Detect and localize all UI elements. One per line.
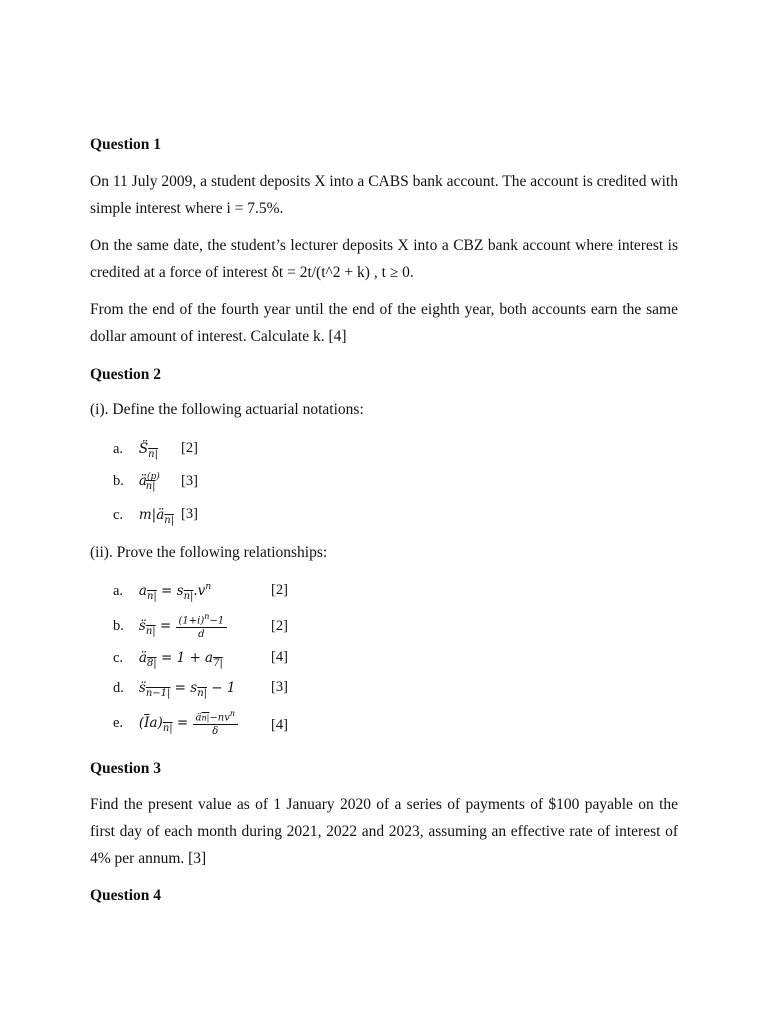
- formula: $ä_{8|} = 1 + a_{7|}$: [138, 650, 223, 669]
- item-label: b.: [113, 473, 124, 489]
- marks: [4]: [271, 649, 288, 665]
- proof-item-a: [113, 582, 211, 606]
- proof-item-c: [113, 649, 223, 673]
- marks: [3]: [271, 679, 288, 695]
- item-label: b.: [113, 617, 124, 634]
- item-label: c.: [113, 650, 124, 666]
- formula: $m|ä_{n|}$: [138, 507, 175, 526]
- formula: $S̈_{n|}$: [138, 441, 158, 460]
- question-1-paragraph-2: On the same date, the student’s lecturer deposits X into a CBZ bank account where interest is credited at a force of interest δt = 2t/(t^2 + k) , t ≥ 0.: [90, 237, 678, 281]
- marks: [2]: [271, 582, 288, 598]
- question-4-heading: Question 4: [90, 887, 162, 904]
- formula: $s̈_{n-1|} = s_{n|} - 1$: [138, 680, 236, 699]
- item-label: a.: [113, 583, 124, 599]
- question-2-heading: Question 2: [90, 366, 162, 383]
- formula: $ä^{(p)}_{n|}$: [138, 472, 160, 492]
- item-label: c.: [113, 507, 124, 523]
- definition-item-a: [113, 440, 158, 464]
- marks: [3]: [181, 506, 198, 522]
- question-1-heading: Question 1: [90, 136, 162, 153]
- item-label: e.: [113, 714, 124, 731]
- question-1-paragraph-1: On 11 July 2009, a student deposits X into a CABS bank account. The account is credited with simple interest where i = 7.5%.: [90, 173, 678, 217]
- fraction: $\frac{(1+i)^n-1}{d}$: [176, 612, 228, 640]
- item-label: a.: [113, 441, 124, 457]
- question-2-part-i: (i). Define the following actuarial notations:: [90, 401, 364, 418]
- item-label: d.: [113, 680, 124, 696]
- proof-item-b: [113, 612, 227, 641]
- marks: [2]: [271, 618, 288, 634]
- marks: [2]: [181, 440, 198, 456]
- marks: [4]: [271, 717, 288, 733]
- question-3-paragraph: Find the present value as of 1 January 2020 of a series of payments of $100 payable on the first day of each month during 2021, 2022 and 2023, assuming an effective rate of interest of 4% per annum. [3]: [90, 796, 678, 867]
- marks: [3]: [181, 473, 198, 489]
- question-2-part-ii: (ii). Prove the following relationships:: [90, 544, 328, 561]
- question-1-paragraph-3: From the end of the fourth year until the end of the eighth year, both accounts earn the same dollar amount of interest. Calculate k. [4]: [90, 301, 678, 345]
- formula: $a_{n|} = s_{n|}.v^n$: [138, 582, 212, 602]
- definition-item-b: [113, 472, 160, 496]
- formula: $s̈_{n|}$ =: [138, 617, 176, 637]
- definition-item-c: [113, 506, 174, 530]
- fraction: $\frac{än|-nv^n}{\delta}$: [193, 709, 238, 737]
- proof-item-e: [113, 709, 238, 738]
- formula: $(\overline{I}a)_{n|}$ =: [138, 714, 193, 734]
- question-3-heading: Question 3: [90, 760, 162, 777]
- proof-item-d: [113, 679, 236, 703]
